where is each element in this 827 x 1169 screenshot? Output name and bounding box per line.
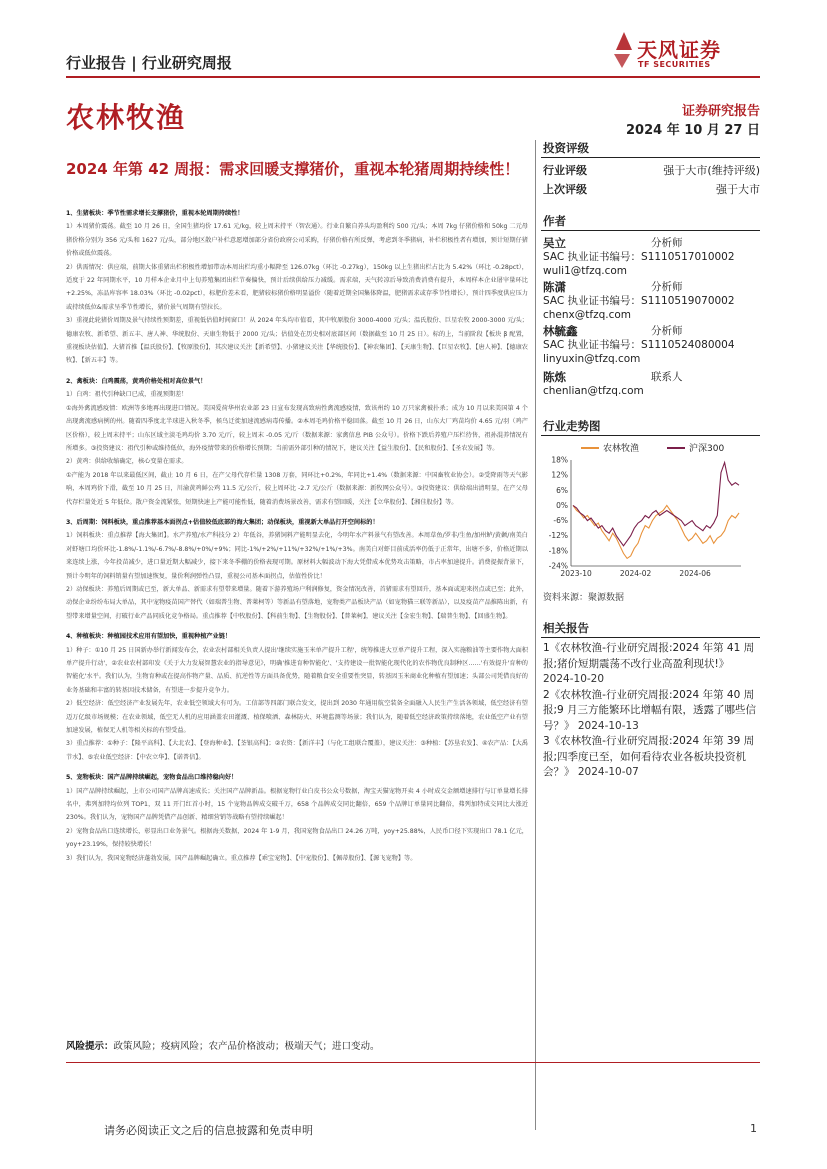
related-report-title[interactable]: 2《农林牧渔-行业研究周报:2024 年第 40 周报;9 月三方能繁环比增幅有限，透露了哪些信号？》 — [543, 688, 757, 732]
legend-label: 沪深300 — [689, 444, 725, 454]
section-heading: 4、种植板块：种植园技术应用有望加快，重视种植产业链！ — [66, 633, 232, 641]
body-paragraph: 2）动保板块：养殖后周期或已至，新大单品、新需求有望带来增量。随着下游养殖场户利润修复，资金情况改善，首猪需求有望回升，基本面或迎来拐点或已至；此外，动保企业纷纷布局大单品，其中宠物疫苗国产替代（如瑞普生物、普莱柯等）等新品有望落地，宠物类产品板块产品（如宠物猫三联等新品），以及疫苗产品推陈出新，有望带来增量空间，打破行业产品同质化竞争格局。重点推荐【中牧股份】、【科前生物】、【生物股份】、【普莱柯】，建议关注【金宏生物】、【瑞普生物】、【回盛生物】。 — [66, 585, 528, 620]
y-tick-label: 12% — [551, 470, 568, 480]
related-reports — [543, 641, 760, 781]
footer-disclaimer: 请务必阅读正文之后的信息披露和免责申明 — [104, 1124, 313, 1137]
column-divider — [535, 140, 536, 1130]
author-entry — [543, 280, 760, 322]
series-line — [573, 505, 739, 558]
y-tick-label: 6% — [556, 485, 568, 495]
author-role: 分析师 — [651, 325, 683, 337]
author-role: 联系人 — [651, 371, 683, 383]
author-role: 分析师 — [651, 237, 683, 249]
related-report-item[interactable] — [543, 734, 760, 781]
body-paragraph: ①产能为 2018 年以来最低区间，截止 10 月 6 日，在产父母代存栏量 1308 万套，同环比+0.2%，年同比+1.4%（数据来源：中国畜牧业协会）。②受降雨等天气影响，本周鸡价下滑，截至 10 月 25 日，川渝黄鸡鲜公鸡 11.5 元/公斤，较上周环比 -2.7 元/公斤（数据来源：新牧网公众号）。③投资建议：供给端出清明显，在产父母代存栏量处近 5 年低位。散户资金流紧张，短期快速上产能可能性低，随着消费场景改善，需求有望回暖，关注【立华股份】、【湘佳股份】等。 — [66, 471, 528, 506]
body-paragraph: 2）黄鸡：供给收缩确定，核心变量在需求。 — [66, 458, 188, 466]
body-paragraph: 1）种子：①10 月 25 日国新办举行新闻发布会，农业农村部相关负责人提出'继续实施玉米单产提升工程'，统筹推进大豆单产提升工程，深入实施粮油等主要作物大面积单产提升行动'，②农业农村部印发《关于大力发展智慧农业的指导意见》，明确'推进育种智能化'、'支持建设一批智能化现代化的农作物优良制种区……'有效提升'育种的智能化'水平。我们认为，生物育种或在提高作物产量、品质、抗逆性等方面具备优势，随着粮食安全重要性突显，转基因玉米商业化种植有望加速；头部公司凭借良好的业务基础和丰富的转基因技术储备，有望进一步提升竞争力。 — [66, 646, 528, 694]
body-paragraph: 1）国产品牌持续崛起，上市公司国产品牌高速成长；关注国产品牌新品。根据宠物行业白皮书公众号数据，淘宝天猫宠物开卖 4 小时成交金额增速排行与订单量增长排名中，弗列加特均位列 TOP1，双 11 开门红首小时，15 个宠物品牌成交破千万，658 个品牌成交同比翻倍，659 个品牌订单量同比翻倍，弗列加特成交同比大涨近 230%。我们认为，宠物国产品牌凭借产品创新、精细营销等战略有望持续崛起！ — [66, 787, 528, 822]
risk-label: 风险提示： — [66, 1041, 114, 1052]
body-paragraph: 2）供需情况：供应端，前期大体重猪出栏积极性增加带动本周出栏均重小幅降至 126.07kg（环比 -0.27kg），150kg 以上生猪出栏占比为 5.42%（环比 -0.28pct），适度于 22 年同期水平，10 月样本企业月中上旬养殖集团出栏节奏偏快，预计后续供给压力减缓。需求端，天气转凉后导致消费消费有提升，本周样本企业屠宰量环比+2.25%，冻品库容率 18.03%（环比 -0.02pct），标肥价差未看，肥猪较标猪价格明显溢价（随着近期全国集体降温，肥猪需求或存季节性增长），预计四季度供应压力或持续低位&需求呈季节性增长，猪价景气周期有望拉长。 — [66, 263, 528, 311]
x-tick-label: 2024-06 — [679, 569, 711, 578]
y-tick-label: 18% — [551, 455, 568, 465]
author-entry — [543, 370, 760, 398]
related-report-item[interactable] — [543, 688, 760, 735]
legend-label: 农林牧渔 — [603, 444, 640, 454]
y-tick-label: -12% — [548, 531, 568, 541]
risk-text: 政策风险；疫病风险；农产品价格波动；极端天气；进口变动。 — [113, 1041, 380, 1052]
report-body — [66, 200, 528, 865]
rating-rule — [541, 157, 760, 158]
industry-trend-chart — [541, 438, 760, 580]
related-report-item[interactable] — [543, 641, 760, 688]
body-paragraph: 3）重点推荐：①种子：【隆平高科】、【大北农】、【登海种业】、【荃银高科】；②农资：【新洋丰】（与化工组联合覆盖），建议关注：③种植：【苏垦农发】、④农产品：【大禹节水】、⑤农业低空经济：【中农立华】、【诺普信】。 — [66, 740, 528, 761]
related-report-date: 2024-10-13 — [577, 719, 639, 732]
author-cert: SAC 执业证书编号：S1110524080004 — [543, 339, 735, 351]
body-paragraph: 2）宠物食品出口连续增长，彰显出口业务景气。根据海关数据，2024 年 1-9 月，我国宠物食品出口 24.26 万吨，yoy+25.88%，人民币口径下实现出口 78.1 亿元，yoy+23.19%，保持较快增长！ — [66, 827, 528, 849]
author-email[interactable]: linyuxin@tfzq.com — [543, 353, 641, 365]
page-number: 1 — [750, 1122, 757, 1135]
related-report-title[interactable]: 1《农林牧渔-行业研究周报:2024 年第 41 周报;猪价短期震荡不改行业高盈利现状!》 — [543, 642, 755, 670]
rating-row-current — [543, 162, 760, 178]
section-heading: 2、禽板块：白鸡震荡，黄鸡价格处相对高位景气！ — [66, 377, 207, 385]
series-line — [573, 463, 739, 546]
brand-name: 天风证券 — [637, 38, 721, 62]
author-email[interactable]: chenx@tfzq.com — [543, 309, 632, 321]
author-role: 分析师 — [651, 281, 683, 293]
chart-source: 资料来源：聚源数据 — [543, 593, 625, 603]
report-title: 2024 年第 42 周报：需求回暖支撑猪价，重视本轮猪周期持续性！ — [66, 160, 520, 178]
related-report-date: 2024-10-20 — [543, 673, 605, 685]
body-paragraph: 2）低空经济：低空经济产业发展先年，农业低空领域大有可为。工信部等四部门联合发文，提出到 2030 年通用航空装备全面融入人民生产生活各领域，低空经济有望迈万亿级市场规模；在农业领域，低空无人机的应用涵盖农田灌溉、植保喷洒、森林防火、环境监测等场景；我们认为，随着低空经济政策持续落地，农业低空产业有望加速发展，植保无人机等相关标的有望受益。 — [66, 700, 528, 735]
bottom-rule — [66, 1062, 760, 1063]
y-tick-label: -6% — [553, 516, 568, 526]
rating-value: 强于大市(维持评级) — [663, 164, 760, 177]
author-name: 陈潇 — [543, 280, 566, 294]
y-tick-label: 0% — [556, 500, 568, 510]
author-entry — [543, 324, 760, 366]
rating-key: 行业评级 — [543, 164, 587, 177]
y-tick-label: -18% — [548, 546, 568, 556]
report-kind: 证券研究报告 — [681, 104, 760, 119]
body-paragraph: 3）重视此轮猪价周期及景气持续性预期差，重视低估值时间窗口！从 2024 年头均市值看，其中牧原股份 3000-4000 元/头；温氏股份、巨星农牧 2000-3000 元/头；德康农牧、新希望、新五丰、唐人神、华统股份、天康生物低于 2000 元/头；估值处在历史相对底部区间（数据截至 10 月 25 日）。标的上，当前阶段【板块 β 配置，重视板块估值】、大猪首推【温氏股份】、【牧原股份】，其次建议关注【新希望】、小猪建议关注【华统股份】、【神农集团】、【天康生物】、【巨星农牧】、【唐人神】、【德康农牧】、【新五丰】等。 — [66, 317, 528, 365]
risk-warning — [66, 1038, 528, 1052]
body-paragraph: 1）本周猪价震荡。截至 10 月 26 日，全国生猪均价 17.61 元/kg，较上周末持平（智农通）。行业自繁自养头均盈利约 500 元/头；本周 7kg 仔猪价格和 50kg 二元母猪价格分别为 356 元/头和 1627 元/头，部分地区散户补栏意愿增加部分省份政府公司采购，仔猪价格有所反弹，考虑到冬季猪病，补栏积极性者有增加，预计短期仔猪价格或低位震荡。 — [66, 223, 528, 258]
section-heading: 5、宠物板块：国产品牌持续崛起，宠物食品出口维持稳向好！ — [66, 774, 238, 782]
author-email[interactable]: wuli1@tfzq.com — [543, 265, 628, 277]
body-paragraph: 1）白鸡：祖代引种缺口已成，重视预期差！ — [66, 391, 188, 399]
author-name: 林毓鑫 — [543, 324, 578, 338]
author-email[interactable]: chenlian@tfzq.com — [543, 385, 644, 397]
author-name: 吴立 — [543, 236, 566, 250]
body-paragraph: 1）饲料板块：重点推荐【海大集团】。水产养殖/水产科技分 2）年低谷，养猪饲料产能明显去化，今明年水产料景气有望改善。本周草鱼/罗非/生鱼/加州鲈/黄颡/南美白对虾塘口均价环比-1.8%/-1.1%/-6.7%/-8.8%/+0%/+9%；同比-1%/+2%/+11%/+32%/+1%/+3%。南美白对虾目前成活率仍低于正常年，出塘不多，价格近期以来连续上涨，今年投苗减少，进口量近期大幅减少，接下来冬季棚的价格表现可期。原材料大幅波动下海大凭借成本优势攻击策略，市占率加速提升。消费提振背景下，预计今明年的饲料销量有望加速恢复，量价利润弹性凸显，重视公司基本面拐点，估值性价比！ — [66, 532, 528, 580]
author-cert: SAC 执业证书编号：S1110519070002 — [543, 295, 735, 307]
rating-row-previous — [543, 181, 760, 197]
author-cert: SAC 执业证书编号：S1110517010002 — [543, 251, 735, 263]
sector-title: 农林牧渔 — [66, 101, 187, 134]
rating-key: 上次评级 — [543, 183, 587, 196]
author-name: 陈炼 — [543, 370, 566, 384]
section-heading: 3、后周期：饲料板块，重点推荐基本面拐点+估值较低底部的海大集团；动保板块，重视新大单品打开空间标的！ — [66, 518, 379, 526]
trend-section-title: 行业走势图 — [543, 419, 601, 433]
section-heading: 1、生猪板块：季节性需求增长支撑猪价，重视本轮周期持续性！ — [66, 210, 244, 217]
brand-name-en: TF SECURITIES — [638, 60, 711, 69]
trend-rule — [541, 435, 760, 436]
related-report-title[interactable]: 3《农林牧渔-行业研究周报:2024 年第 39 周报;四季度已至，如何看待农业各板块投资机会？》 — [543, 735, 755, 778]
related-rule — [541, 637, 760, 638]
body-paragraph: 3）我们认为，我国宠物经济蓬勃发展，国产品牌崛起确立。重点推荐【乖宝宠物】、【中宠股份】、【佩蒂股份】、【源飞宠物】等。 — [66, 854, 417, 862]
y-tick-label: -24% — [548, 561, 568, 571]
related-report-date: 2024-10-07 — [577, 766, 639, 778]
authors-rule — [541, 230, 760, 231]
body-paragraph: ①海外禽流感疫情：欧洲等多地再出现进口情况。美国爱荷华州农业部 23 日宣布发现高致病性禽流感疫情，致该州约 10 万只家禽被扑杀；成为 10 月以来美国第 4 个出现禽流感病例的州。随着四季度北半球进入秋冬季，候鸟迁徙加速流感病毒传播。②本周毛鸡价格平稳回落。截至 10 月 26 日，山东大厂鸡苗均价 4.65 元/羽（鸡产区价格），较上周末持平；山东区域主淡毛鸡均价 3.70 元/斤，较上周末 -0.05 元/斤（数据来源：家禽信息 PIB 公众号）。价格下跌后养殖户压栏待售，祖孙混养情况有所增多。③投资建议：祖代引种或维持低位，海外疫情带来的价格增长预期；当前需外部引种的情况下，建议关注【益生股份】、【民和股份】、【圣农发展】等。 — [66, 404, 528, 452]
authors-section-title: 作者 — [543, 214, 566, 228]
rating-value: 强于大市 — [716, 183, 760, 196]
author-entry — [543, 236, 760, 278]
report-date: 2024 年 10 月 27 日 — [626, 123, 760, 138]
related-section-title: 相关报告 — [543, 621, 589, 635]
rating-section-title: 投资评级 — [543, 141, 589, 155]
x-tick-label: 2024-02 — [619, 569, 652, 578]
header-rule — [66, 76, 760, 78]
report-type: 行业报告 | 行业研究周报 — [66, 54, 232, 72]
x-tick-label: 2023-10 — [560, 569, 592, 578]
